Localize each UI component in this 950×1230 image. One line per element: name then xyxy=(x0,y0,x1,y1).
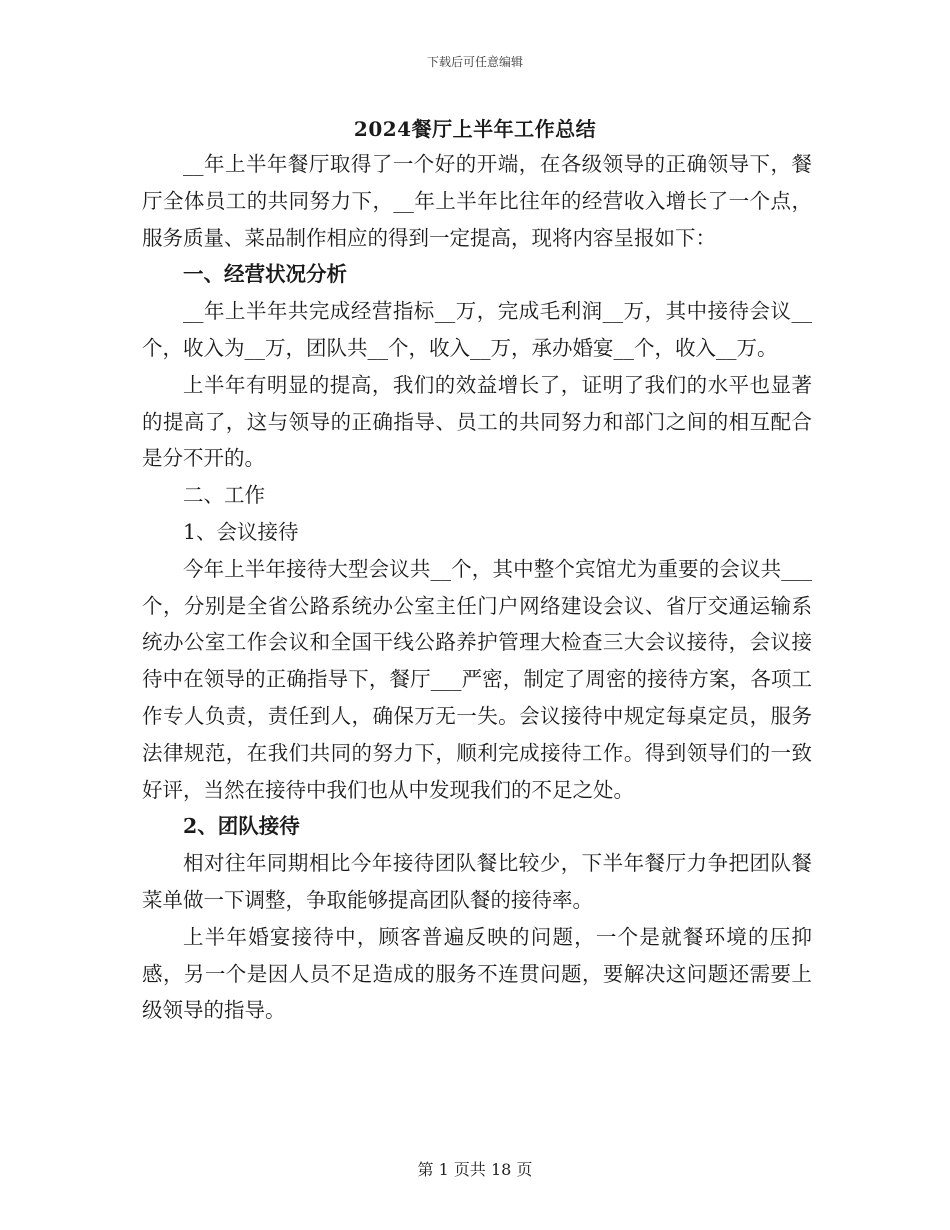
section-heading-work: 二、工作 xyxy=(183,483,265,508)
meeting-reception-paragraph: 今年上半年接待大型会议共__个，其中整个宾馆尤为重要的会议共___个，分别是全省公路系统办公室主任门户网络建设会议、省厅交通运输系统办公室工作会议和全国干线公路养护管理大检查三大会议接待，会议接待中在领导的正确指导下，餐厅___严密，制定了周密的接待方案，各项工作专人负责，责任到人，确保万无一失。会议接待中规定每桌定员，服务法律规范，在我们共同的努力下，顺利完成接待工作。得到领导们的一致好评，当然在接待中我们也从中发现我们的不足之处。 xyxy=(142,556,812,802)
header-note: 下载后可任意编辑 xyxy=(426,55,523,69)
subheading-group-reception: 2、团队接待 xyxy=(183,814,300,839)
wedding-reception-paragraph: 上半年婚宴接待中，顾客普遍反映的问题，一个是就餐环境的压抑感，另一个是因人员不足造成的服务不连贯问题，要解决这问题还需要上级领导的指导。 xyxy=(142,924,812,1023)
operations-paragraph: __年上半年共完成经营指标__万，完成毛利润__万，其中接待会议__个，收入为__万，团队共__个，收入__万，承办婚宴__个，收入__万。 xyxy=(142,299,812,360)
improvement-paragraph: 上半年有明显的提高，我们的效益增长了，证明了我们的水平也显著的提高了，这与领导的正确指导、员工的共同努力和部门之间的相互配合是分不开的。 xyxy=(142,372,812,471)
intro-paragraph: __年上半年餐厅取得了一个好的开端，在各级领导的正确领导下，餐厅全体员工的共同努力下，__年上半年比往年的经营收入增长了一个点，服务质量、菜品制作相应的得到一定提高，现将内容呈报如下： xyxy=(142,152,812,250)
group-reception-paragraph: 相对往年同期相比今年接待团队餐比较少，下半年餐厅力争把团队餐菜单做一下调整，争取能够提高团队餐的接待率。 xyxy=(142,851,812,912)
section-heading-operations: 一、经营状况分析 xyxy=(183,262,347,287)
subheading-meeting-reception: 1、会议接待 xyxy=(183,519,299,544)
document-title: 2024餐厅上半年工作总结 xyxy=(353,117,597,141)
document-body xyxy=(142,146,812,1029)
page-number: 第 1 页共 18 页 xyxy=(417,1160,533,1179)
